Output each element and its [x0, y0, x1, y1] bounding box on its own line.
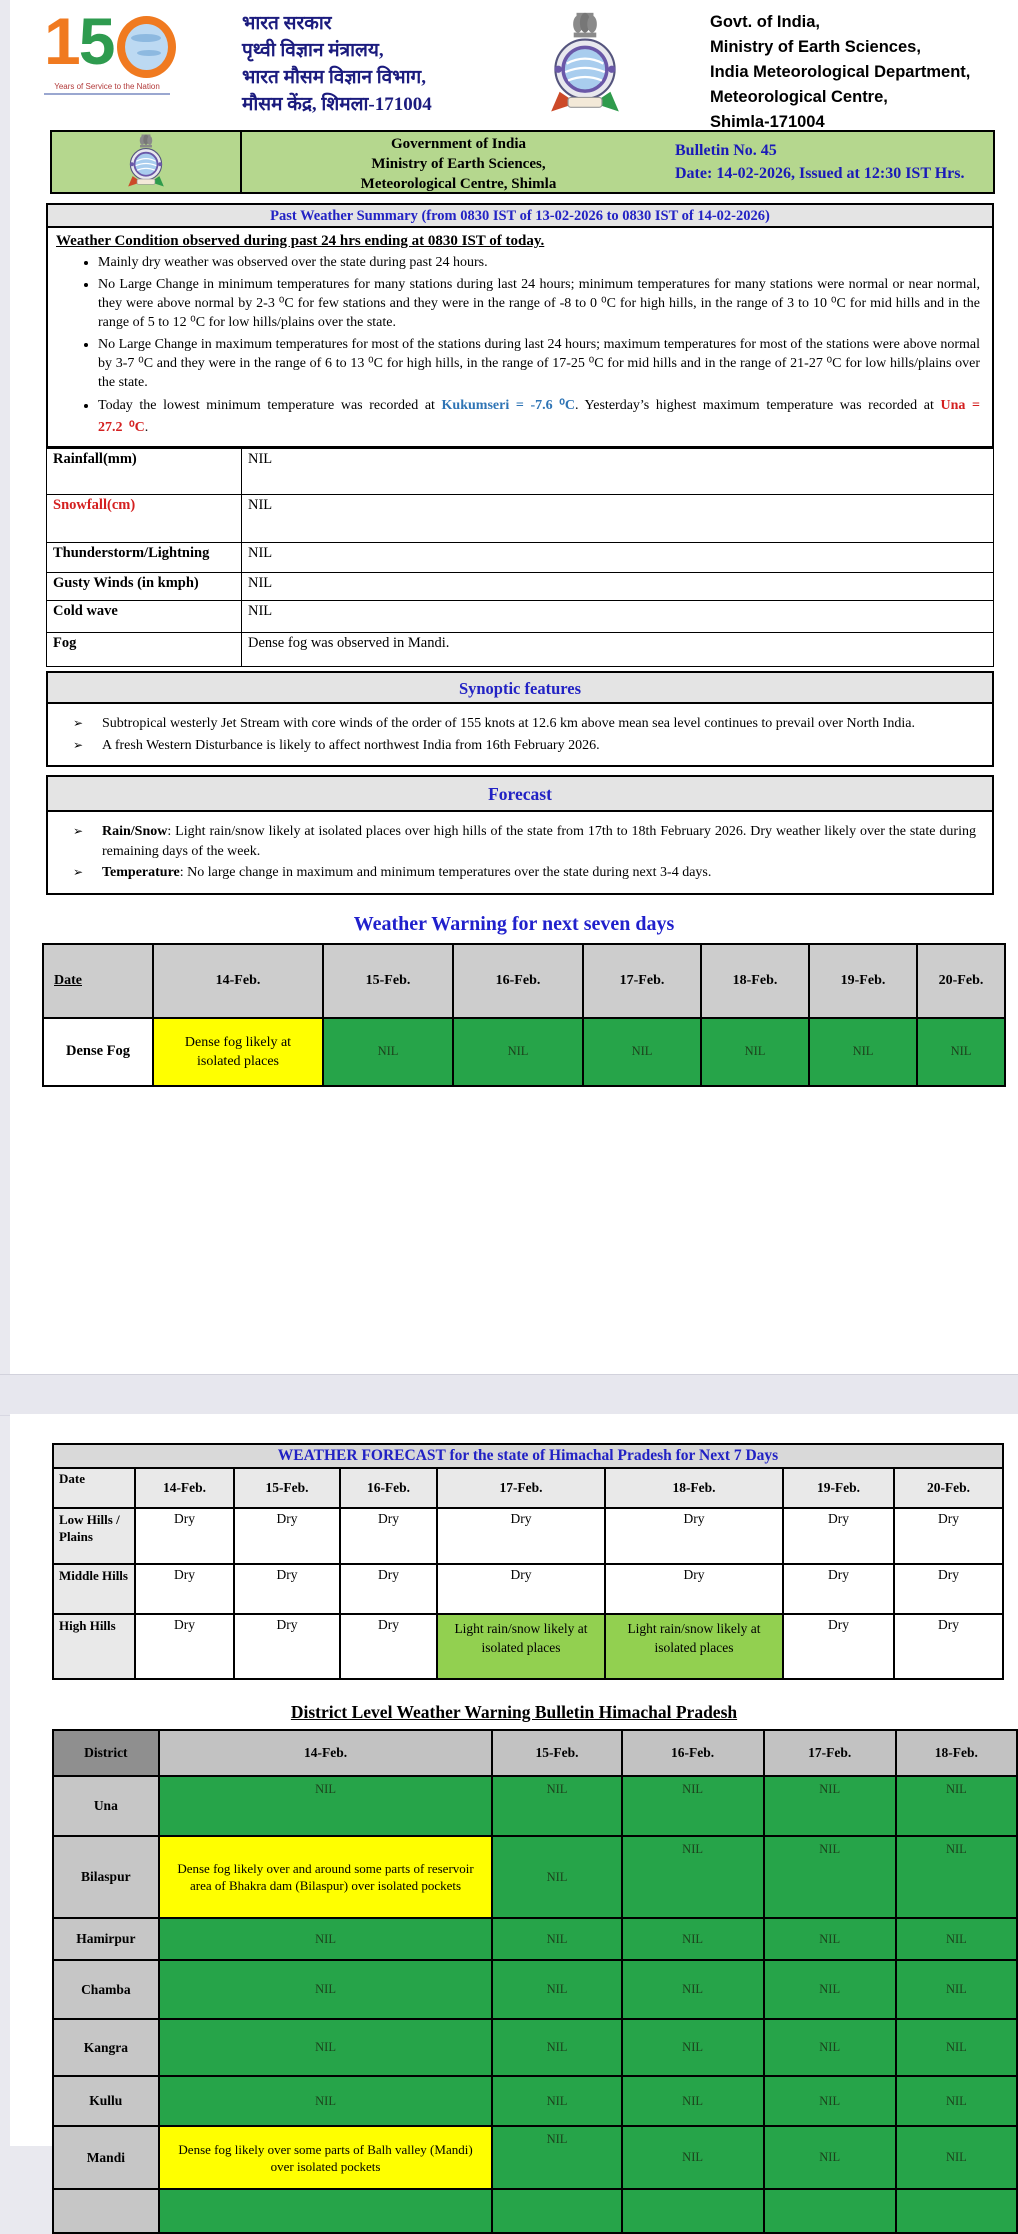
weather-condition-box: [46, 228, 994, 448]
hindi-org-lines: [242, 8, 498, 124]
imd-150-years-logo: [44, 4, 176, 124]
district-cell-nil: [896, 2189, 1017, 2233]
table-row: [47, 449, 994, 495]
weather-bullet-extremes: [98, 395, 984, 439]
district-cell-nil: NIL: [764, 1960, 896, 2019]
table-row: [53, 1614, 1003, 1679]
forecast-item: [54, 863, 986, 883]
district-cell-nil: NIL: [896, 1918, 1017, 1960]
district-col-header: 14-Feb.: [159, 1730, 493, 1776]
warning-cell-nil: NIL: [701, 1018, 809, 1086]
forecast-cell: Dry: [605, 1564, 783, 1614]
forecast-cell: Dry: [340, 1614, 437, 1679]
arrow-bullet-icon: ➢: [72, 865, 84, 879]
district-cell-nil: NIL: [896, 1776, 1017, 1836]
table-row: [53, 1564, 1003, 1614]
district-col-header: 18-Feb.: [896, 1730, 1017, 1776]
district-cell-nil: NIL: [622, 1960, 764, 2019]
district-cell-nil: NIL: [622, 1776, 764, 1836]
table-row: [47, 573, 994, 601]
obs-label: Fog: [47, 633, 242, 667]
obs-value: NIL: [242, 449, 994, 495]
extremes-text: Today the lowest minimum temperature was recorded at: [98, 398, 442, 413]
table-row: [53, 1508, 1003, 1564]
forecast-cell: Dry: [135, 1614, 234, 1679]
district-name: Chamba: [53, 1960, 159, 2019]
district-cell-nil: NIL: [159, 1918, 493, 1960]
forecast-item-body: : Light rain/snow likely at isolated places over high hills of the state from 17th to 18th February 2026. Dry weather likely over the state during remaining days of the week.: [102, 824, 976, 859]
warning-cell-nil: NIL: [809, 1018, 917, 1086]
forecast-item-label: Rain/Snow: [102, 824, 168, 839]
extremes-text: . Yesterday’s highest maximum temperature was recorded at: [574, 398, 941, 413]
district-name: Bilaspur: [53, 1836, 159, 1918]
obs-value: NIL: [242, 495, 994, 543]
obs-value: Dense fog was observed in Mandi.: [242, 633, 994, 667]
forecast-cell: Dry: [605, 1508, 783, 1564]
synoptic-features-box: [46, 704, 994, 767]
warning-cell-nil: NIL: [917, 1018, 1005, 1086]
synoptic-text: Subtropical westerly Jet Stream with core winds of the order of 155 knots at 12.6 km above mean sea level continues to prevail over North India.: [102, 716, 915, 731]
district-cell-nil: NIL: [492, 2019, 621, 2076]
table-row: [53, 2126, 1017, 2189]
forecast-cell: Dry: [783, 1508, 894, 1564]
bulletin-number: Bulletin No. 45: [675, 142, 777, 159]
forecast-row-label: Low Hills / Plains: [53, 1508, 135, 1564]
district-cell-nil: NIL: [492, 1918, 621, 1960]
district-cell-nil: NIL: [896, 1836, 1017, 1918]
warning-cell-nil: NIL: [453, 1018, 583, 1086]
table-row: [47, 543, 994, 573]
obs-label: Thunderstorm/Lightning: [47, 543, 242, 573]
english-line: Meteorological Centre,: [710, 88, 888, 106]
forecast-box: [46, 812, 994, 895]
table-row-clipped: [53, 2189, 1017, 2233]
district-cell-nil: NIL: [492, 1776, 621, 1836]
table-header-row: [53, 1730, 1017, 1776]
banner-emblem-cell: [52, 132, 242, 192]
obs-value: NIL: [242, 573, 994, 601]
lowest-min-temp-value: Kukumseri = -7.6 ⁰C: [441, 398, 575, 413]
english-line: Govt. of India,: [710, 13, 820, 31]
hindi-line: पृथ्वी विज्ञान मंत्रालय,: [242, 40, 384, 61]
table-row: [47, 601, 994, 633]
district-cell-nil: NIL: [159, 1960, 493, 2019]
logo-150-digit: 5: [78, 4, 116, 78]
imd-emblem-icon: [123, 133, 169, 191]
table-row: [47, 633, 994, 667]
table-row: [53, 2076, 1017, 2126]
district-cell-nil: NIL: [896, 2126, 1017, 2189]
synoptic-features-bar: Synoptic features: [46, 671, 994, 704]
highest-max-temp-value: Una = 27.2 ⁰C: [98, 398, 980, 435]
district-cell-nil: NIL: [492, 1836, 621, 1918]
forecast-cell: Dry: [234, 1508, 340, 1564]
warning-col-header: 14-Feb.: [153, 944, 323, 1018]
district-name: Kullu: [53, 2076, 159, 2126]
district-cell-nil: NIL: [764, 2126, 896, 2189]
district-cell-nil: NIL: [896, 2076, 1017, 2126]
weather-warning-title: Weather Warning for next seven days: [353, 912, 675, 935]
forecast-col-header: 14-Feb.: [135, 1468, 234, 1508]
synoptic-item: [54, 714, 986, 734]
obs-label: Rainfall(mm): [47, 449, 242, 495]
banner-org-line: Meteorological Centre, Shimla: [360, 176, 557, 192]
table-row: [53, 2019, 1017, 2076]
district-cell-nil: [492, 2189, 621, 2233]
forecast-cell: Dry: [135, 1564, 234, 1614]
district-cell-nil: [159, 2189, 493, 2233]
weather-bullet: • No Large Change in minimum temperatures for many stations during last 24 hours; minimum temperatures for many stations were normal or near normal, they were above normal by 2-3 ⁰C for few stations and they were in the range of -8 to 0 ⁰C for high hills, in the range of 3 to 10 ⁰C for mid hills and in the range of 5 to 12 ⁰C for low hills/plains over the state.: [98, 275, 984, 332]
warning-col-header: 20-Feb.: [917, 944, 1005, 1018]
warning-col-header: [43, 944, 153, 1018]
table-title-row: [53, 1444, 1003, 1468]
forecast-table-title: WEATHER FORECAST for the state of Himachal Pradesh for Next 7 Days: [53, 1444, 1003, 1468]
district-name: Mandi: [53, 2126, 159, 2189]
district-cell-nil: NIL: [622, 1836, 764, 1918]
weather-forecast-table: [52, 1443, 1004, 1680]
imd-emblem-icon: [542, 8, 628, 124]
english-line: India Meteorological Department,: [710, 63, 971, 81]
forecast-col-header: 15-Feb.: [234, 1468, 340, 1508]
forecast-col-header: 17-Feb.: [437, 1468, 605, 1508]
weather-condition-list: [56, 253, 984, 439]
weather-condition-heading: Weather Condition observed during past 24 hrs ending at 0830 IST of today.: [56, 233, 545, 249]
district-cell-nil: NIL: [764, 1918, 896, 1960]
letterhead: [10, 0, 1018, 131]
district-cell-fog-warning: Dense fog likely over some parts of Balh valley (Mandi) over isolated pockets: [159, 2126, 493, 2189]
forecast-bar: Forecast: [46, 775, 994, 812]
bulletin-page-2: [10, 1414, 1018, 2174]
forecast-cell-rain-snow: Light rain/snow likely at isolated places: [437, 1614, 605, 1679]
district-col-header: 15-Feb.: [492, 1730, 621, 1776]
banner-org-line: Ministry of Earth Sciences,: [371, 156, 546, 172]
synoptic-item: [54, 736, 986, 756]
district-warning-table: [52, 1729, 1018, 2234]
obs-value: NIL: [242, 543, 994, 573]
bulletin-page-1: [10, 0, 1018, 1374]
banner-org-block: [242, 132, 675, 192]
district-cell-nil: NIL: [622, 2076, 764, 2126]
district-cell-nil: NIL: [896, 1960, 1017, 2019]
district-cell-nil: NIL: [764, 2076, 896, 2126]
district-cell-nil: NIL: [764, 1776, 896, 1836]
obs-value: NIL: [242, 601, 994, 633]
district-name: [53, 2189, 159, 2233]
warning-cell-nil: NIL: [583, 1018, 701, 1086]
warning-row-label: Dense Fog: [43, 1018, 153, 1086]
logo-150-globe-icon: [117, 16, 176, 78]
table-row: [53, 1960, 1017, 2019]
observation-table: [46, 448, 994, 667]
arrow-bullet-icon: ➢: [72, 716, 84, 730]
forecast-col-header: 19-Feb.: [783, 1468, 894, 1508]
forecast-cell: Dry: [234, 1614, 340, 1679]
forecast-col-header: 18-Feb.: [605, 1468, 783, 1508]
district-cell-nil: NIL: [159, 2076, 493, 2126]
warning-col-header: 18-Feb.: [701, 944, 809, 1018]
english-line: Ministry of Earth Sciences,: [710, 38, 921, 56]
forecast-cell-rain-snow: Light rain/snow likely at isolated places: [605, 1614, 783, 1679]
table-row: [43, 1018, 1005, 1086]
district-name: Hamirpur: [53, 1918, 159, 1960]
table-header-row: [43, 944, 1005, 1018]
district-col-header: 17-Feb.: [764, 1730, 896, 1776]
district-col-header: 16-Feb.: [622, 1730, 764, 1776]
district-cell-nil: NIL: [764, 2019, 896, 2076]
table-row: [53, 1776, 1017, 1836]
warning-cell-yellow: Dense fog likely at isolated places: [153, 1018, 323, 1086]
forecast-col-header: 20-Feb.: [894, 1468, 1003, 1508]
district-cell-nil: NIL: [622, 2126, 764, 2189]
forecast-cell: Dry: [135, 1508, 234, 1564]
banner-bulletin-block: [675, 132, 993, 192]
table-row: [53, 1918, 1017, 1960]
obs-label: Gusty Winds (in kmph): [47, 573, 242, 601]
arrow-bullet-icon: ➢: [72, 824, 84, 838]
district-cell-nil: NIL: [492, 2126, 621, 2189]
forecast-item: [54, 822, 986, 861]
district-cell-nil: NIL: [492, 2076, 621, 2126]
forecast-cell: Dry: [783, 1614, 894, 1679]
forecast-cell: Dry: [437, 1508, 605, 1564]
district-cell-nil: NIL: [492, 1960, 621, 2019]
bulletin-date-line: Date: 14-02-2026, Issued at 12:30 IST Hrs.: [675, 165, 965, 182]
forecast-text: [102, 822, 986, 861]
district-cell-nil: NIL: [896, 2019, 1017, 2076]
warning-col-header: 16-Feb.: [453, 944, 583, 1018]
district-cell-nil: NIL: [622, 1918, 764, 1960]
district-cell-nil: NIL: [159, 1776, 493, 1836]
forecast-cell: Dry: [340, 1508, 437, 1564]
forecast-cell: Dry: [894, 1614, 1003, 1679]
warning-col-header: 17-Feb.: [583, 944, 701, 1018]
forecast-col-header: Date: [53, 1468, 135, 1508]
forecast-cell: Dry: [437, 1564, 605, 1614]
forecast-text: [102, 863, 986, 883]
arrow-bullet-icon: ➢: [72, 737, 84, 752]
page-separator: [0, 1374, 1018, 1416]
table-row: [47, 495, 994, 543]
date-header-label: Date: [54, 972, 82, 988]
table-row: [53, 1836, 1017, 1918]
district-cell-fog-warning: Dense fog likely over and around some parts of reservoir area of Bhakra dam (Bilaspur) over isolated pockets: [159, 1836, 493, 1918]
forecast-item-label: Temperature: [102, 865, 180, 880]
banner-org-line: Government of India: [391, 136, 526, 152]
logo-150-caption: Years of Service to the Nation: [44, 82, 170, 95]
district-cell-nil: NIL: [764, 1836, 896, 1918]
forecast-row-label: High Hills: [53, 1614, 135, 1679]
weather-warning-table: [42, 943, 1006, 1087]
english-line: Shimla-171004: [710, 113, 825, 131]
forecast-item-body: : No large change in maximum and minimum temperatures over the state during next 3-4 days.: [179, 865, 712, 880]
forecast-cell: Dry: [234, 1564, 340, 1614]
past-weather-summary-bar: Past Weather Summary (from 0830 IST of 13-02-2026 to 0830 IST of 14-02-2026): [46, 203, 994, 228]
forecast-cell: Dry: [783, 1564, 894, 1614]
district-cell-nil: [622, 2189, 764, 2233]
bulletin-banner: [50, 130, 995, 194]
forecast-col-header: 16-Feb.: [340, 1468, 437, 1508]
synoptic-text: A fresh Western Disturbance is likely to affect northwest India from 16th February 2026.: [102, 737, 600, 753]
forecast-cell: Dry: [894, 1564, 1003, 1614]
weather-bullet: • No Large Change in maximum temperatures for most of the stations during last 24 hours; maximum temperatures for most of the stations were above normal by 3-7 ⁰C and they were in the range of 6 to 13 ⁰C for high hills, in the range of 17-25 ⁰C for mid hills and in the range of 21-27 ⁰C for low hills/plains over the state.: [98, 335, 984, 392]
extremes-text: .: [144, 420, 149, 435]
warning-col-header: 19-Feb.: [809, 944, 917, 1018]
hindi-line: मौसम केंद्र, शिमला-171004: [242, 94, 432, 115]
district-col-header: District: [53, 1730, 159, 1776]
district-name: Kangra: [53, 2019, 159, 2076]
district-cell-nil: [764, 2189, 896, 2233]
warning-cell-nil: NIL: [323, 1018, 453, 1086]
hindi-line: भारत सरकार: [242, 13, 332, 34]
warning-col-header: 15-Feb.: [323, 944, 453, 1018]
forecast-cell: Dry: [340, 1564, 437, 1614]
district-cell-nil: NIL: [622, 2019, 764, 2076]
forecast-cell: Dry: [894, 1508, 1003, 1564]
english-org-lines: [710, 8, 971, 131]
obs-label-snowfall: Snowfall(cm): [47, 495, 242, 543]
logo-150-digit: 1: [44, 4, 81, 78]
district-cell-nil: NIL: [159, 2019, 493, 2076]
district-name: Una: [53, 1776, 159, 1836]
district-table-title: District Level Weather Warning Bulletin Himachal Pradesh: [290, 1702, 738, 1722]
obs-label: Cold wave: [47, 601, 242, 633]
hindi-line: भारत मौसम विज्ञान विभाग,: [242, 67, 426, 88]
forecast-row-label: Middle Hills: [53, 1564, 135, 1614]
weather-bullet: • Mainly dry weather was observed over the state during past 24 hours.: [98, 253, 984, 272]
table-header-row: [53, 1468, 1003, 1508]
